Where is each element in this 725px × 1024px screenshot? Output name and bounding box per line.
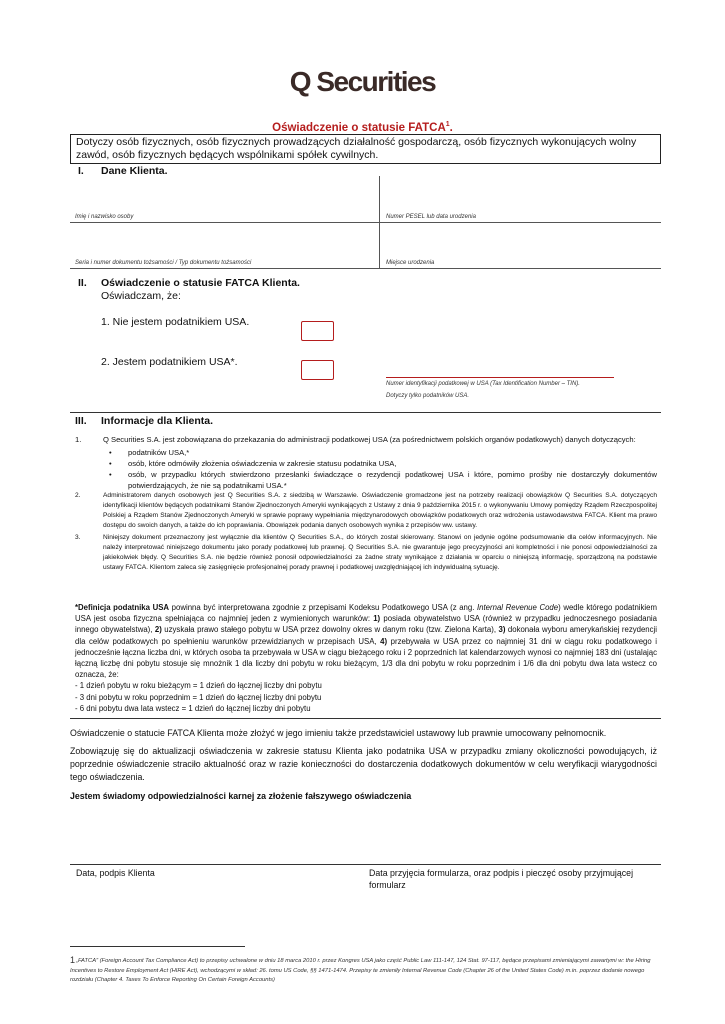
birthplace-field-label: Miejsce urodzenia [386, 260, 435, 266]
declaration-lead: Oświadczam, że: [101, 290, 181, 302]
pesel-field-label: Numer PESEL lub data urodzenia [386, 214, 476, 220]
section-1-number: I. [78, 165, 84, 177]
criminal-responsibility-statement: Jestem świadomy odpowiedzialności karnej za złożenie fałszywego oświadczenia [70, 791, 412, 801]
signature-line [70, 864, 661, 865]
client-signature-label: Data, podpis Klienta [76, 868, 155, 878]
client-data-grid [70, 176, 661, 269]
section-1-title: Dane Klienta. [101, 165, 168, 177]
definition-line: - 1 dzień pobytu w roku bieżącym = 1 dzień do łącznej liczby dni pobytu [75, 681, 322, 691]
list-item: 1. Q Securities S.A. jest zobowiązana do przekazania do administracji podatkowej USA (za pośrednictwem polskich organów podatkowych) danych dotyczących: [75, 435, 636, 444]
update-obligation-statement: Zobowiązuję się do aktualizacji oświadczenia w zakresie statusu Klienta jako podatnika USA w przypadku zmiany okoliczności powodujących, iż poprzednie oświadczenie straciło aktualność oraz w razie konieczności do dostarczenia dodatkowych dokumentów w celu weryfikacji wiarygodności tego oświadczenia. [70, 746, 657, 782]
option-us-taxpayer: 2. Jestem podatnikiem USA*. [101, 356, 238, 368]
section-3-title: Informacje dla Klienta. [101, 415, 214, 427]
section-2-title: Oświadczenie o statusie FATCA Klienta. [101, 277, 300, 289]
us-taxpayer-definition: *Definicja podatnika USA powinna być interpretowana zgodnie z przepisami Kodeksu Podatkowego USA (z ang. Internal Revenue Code) wedle którego podatnikiem USA jest osoba fizyczna spełniająca co najmniej jeden z wymienionych warunków: 1) posiada obywatelstwo USA (również w przypadku jednoczesnego posiadania innego obywatelstwa), 2) uzyskała prawo stałego pobytu w USA przez dowolny okres w danym roku (tzw. Zielona Karta), 3) dokonała wyboru amerykańskiej rezydencji dla celów podatkowych po spełnieniu warunków przewidzianych w przepisach USA, 4) przebywała w USA przez co najmniej 31 dni w ciągu roku podatkowego i jednocześnie łączna liczba dni, w których osoba ta przebywała w USA w ciągu bieżącego roku i 2 poprzednich lat kalendarzowych wynosi co najmniej 183 dni (ustalając łączną liczbę dni pobytu stosuje się mnożnik 1 dla liczby dni pobytu w roku bieżącym, 1/3 dla dni pobytu w roku poprzednim i 1/6 dla dni pobytu dwa lata wstecz co oznacza, że: - 1 dzień pobytu w roku bieżącym = 1 dzień do łącznej liczby dni pobytu - 3 dni pobytu w roku poprzednim = 1 dzień do łącznej liczby dni pobytu - 6 dni pobytu dwa lata wstecz = 1 dzień do łącznej liczby dni pobytu [75, 603, 657, 713]
company-logo: Q Securities [289, 66, 436, 97]
tin-label: Numer identyfikacji podatkowej w USA (Tax Identification Number – TIN). [386, 381, 580, 387]
receiver-signature-label: Data przyjęcia formularza, oraz podpis i pieczęć osoby przyjmującej formularz [369, 868, 634, 890]
checkbox-not-us-taxpayer[interactable] [301, 321, 334, 341]
tin-input-line[interactable] [386, 377, 614, 378]
scope-text: Dotyczy osób fizycznych, osób fizycznych prowadzących działalność gospodarczą, osób fizycznych wykonujących wolny zawód, osób fizycznych będących wspólnikami spółek cywilnych. [76, 136, 637, 161]
checkbox-us-taxpayer[interactable] [301, 360, 334, 380]
list-item: 3. Niniejszy dokument przeznaczony jest wyłącznie dla klientów Q Securities S.A., do których został skierowany. Stanowi on jedynie ogólne podsumowanie dla celów informacyjnych. Nie należy interpretować niniejszego dokumentu jako porady podatkowej lub prawnej. Q Securities S.A. nie gwarantuje jego precyzyjności ani kompletności i nie ponosi odpowiedzialności za jakiekolwiek błędy. Q Securities S.A. nie będzie również ponosił odpowiedzialności za żadne straty wynikające z działania w oparciu o niniejszą informację, sporządzoną na podstawie ustawy FATCA. Klientom zaleca się zasięgnięcie profesjonalnej porady prawnej i podatkowej uwzględniającej ich indywidualną sytuację. [75, 534, 657, 571]
section-2-number: II. [78, 277, 87, 289]
list-item: 2. Administratorem danych osobowych jest Q Securities S.A. z siedzibą w Warszawie. Oświadczenie gromadzone jest na potrzeby realizacji obowiązków Q Securities S.A. dotyczących identyfikacji klientów będących podatnikami Stanów Zjednoczonych Ameryki wynikających z Ustawy z dnia 9 października 2015 r. o wykonywaniu Umowy pomiędzy Rządem Rzeczpospolitej Polskiej a Rządem Stanów Zjednoczonych Ameryki w sprawie poprawy wypełniania międzynarodowych obowiązków podatkowych oraz wdrożenia ustawodawstwa FATCA. Klient ma prawo dostępu do swoich danych, a także do ich poprawiania. Obowiązek podania danych osobowych wynika z przepisów ww. ustawy. [75, 492, 657, 529]
list-bullet: • osób, w przypadku których stwierdzono przesłanki świadczące o rezydencji podatkowej USA i które, pomimo prośby nie dostarczyły dokumentów potwierdzających, że nie są podatnikami USA.* [103, 469, 657, 491]
representative-statement: Oświadczenie o statucie FATCA Klienta może złożyć w jego imieniu także przedstawiciel ustawowy lub prawnie umocowany pełnomocnik. [70, 728, 607, 738]
tin-note: Dotyczy tylko podatników USA. [386, 393, 470, 399]
client-info-list [75, 434, 657, 575]
form-title: Oświadczenie o statusie FATCA$^1$. [272, 121, 453, 134]
section-3-number: III. [75, 415, 87, 427]
definition-line: - 3 dni pobytu w roku poprzednim = 1 dzień do łącznej liczby dni pobytu [75, 692, 322, 702]
name-field-label: Imię i nazwisko osoby [75, 214, 134, 220]
scope-box [70, 134, 661, 164]
footnote: 1„FATCA” (Foreign Account Tax Compliance Act) to przepisy uchwalone w dniu 18 marca 2010 r. przez Kongres USA jako część Public Law 111-147, 124 Stat. 97-117, będące przepisami zmieniającymi zawartymi w: the Hiring Incentives to Restore Employment Act (HIRE Act), wchodzącymi w skład: 26. tomu US Code, §§ 1471-1474. Przepisy te zmieniły Internal Revenue Code (Chapter 26 of the United States Code) m.in. poprzez dodanie nowego rozdziału (Chapter 4. Taxes To Enforce Reporting On Certain Foreign Accounts) [70, 955, 651, 983]
list-bullet: • podatników USA,* [103, 447, 657, 458]
definition-line: - 6 dni pobytu dwa lata wstecz = 1 dzień do łącznej liczby dni pobytu [75, 703, 311, 713]
list-bullet: • osób, które odmówiły złożenia oświadczenia w zakresie statusu podatnika USA, [103, 458, 657, 469]
document-field-label: Seria i numer dokumentu tożsamości / Typ dokumentu tożsamości [75, 260, 252, 266]
statements-divider [70, 718, 661, 719]
section-divider [70, 412, 661, 413]
footnote-separator [70, 946, 245, 947]
footnote-mark: 1 [445, 121, 450, 128]
option-not-us-taxpayer: 1. Nie jestem podatnikiem USA. [101, 316, 250, 328]
